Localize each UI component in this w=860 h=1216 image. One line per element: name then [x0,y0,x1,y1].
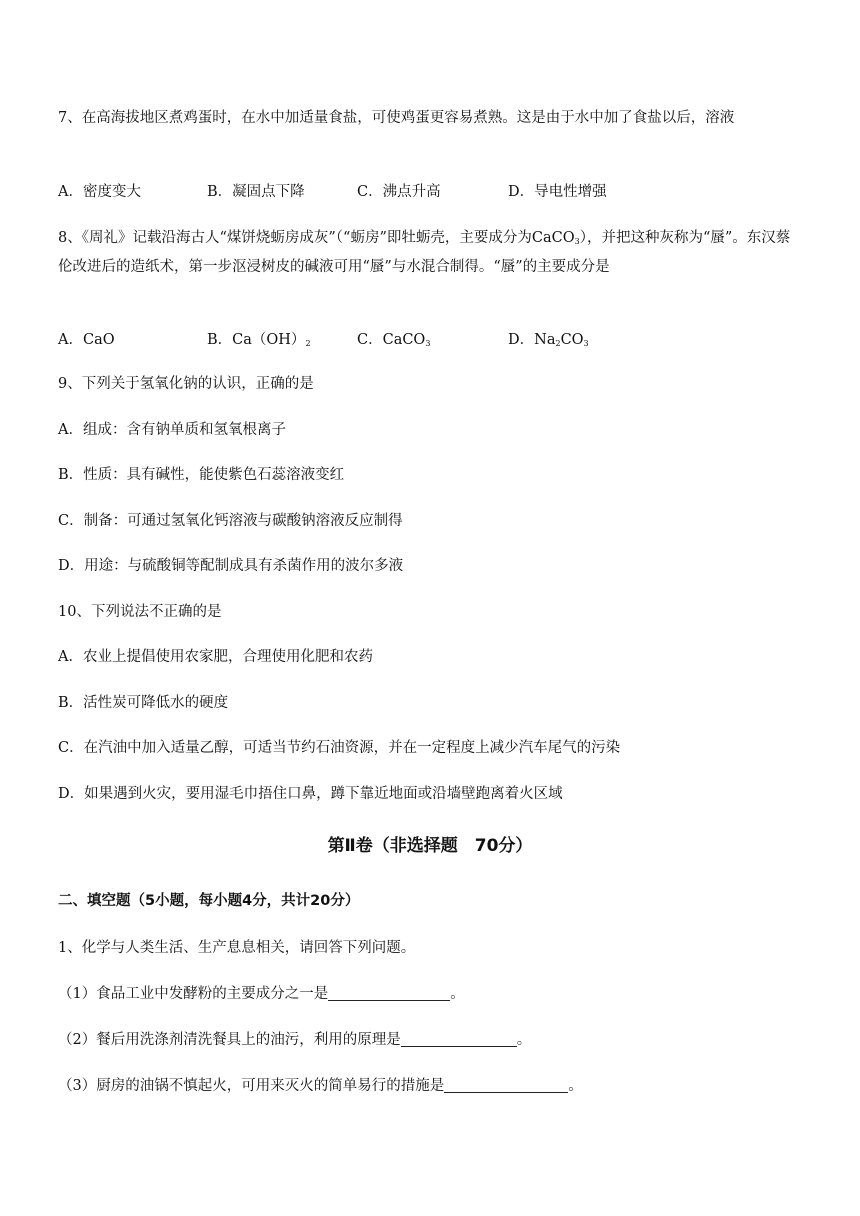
question-7-option-a: A．密度变大 [58,184,141,200]
question-7-option-c: C．沸点升高 [357,184,441,200]
question-7-option-b: B．凝固点下降 [207,184,305,200]
question-8-stem-subscript: 3 [574,237,580,246]
question-10-option-c: C．在汽油中加入适量乙醇，可适当节约石油资源，并在一定程度上减少汽车尾气的污染 [58,740,621,756]
question-7-option-d: D．导电性增强 [508,184,607,200]
question-8-stem-text-1: 8、《周礼》记载沿海古人“煤饼烧蛎房成灰”（“蛎房”即牡蛎壳，主要成分为CaCO [58,230,575,246]
question-8-stem-text-2: ），并把这种灰称为“蜃”。东汉蔡伦改进后的造纸术，第一步沤浸树皮的碱液可用“蜃”与水混合制得。“蜃”的主要成分是 [58,230,791,275]
question-10-stem: 10、下列说法不正确的是 [58,604,222,620]
question-8-option-a: A．CaO [58,332,115,348]
question-9-option-c: C．制备：可通过氢氧化钙溶液与碳酸钠溶液反应制得 [58,513,403,529]
question-10-option-b: B．活性炭可降低水的硬度 [58,695,229,711]
question-9-option-b: B．性质：具有碱性，能使紫色石蕊溶液变红 [58,467,345,483]
question-9-option-a: A．组成：含有钠单质和氢氧根离子 [58,422,286,438]
fill-item-2-blank[interactable] [401,1030,517,1047]
question-8-stem [58,224,804,282]
fill-item-1-end: 。 [450,986,465,1002]
question-8-option-d [508,329,589,351]
question-8-option-b [207,329,311,351]
fill-item-3-blank[interactable] [444,1076,568,1093]
fill-item-1-blank[interactable] [328,984,450,1001]
question-8-option-d-subscript-2: 3 [583,339,589,348]
fill-item-1-text: （1）食品工业中发酵粉的主要成分之一是 [58,986,329,1002]
question-8-option-d-subscript-1: 2 [555,339,561,348]
question-8-option-b-text: B．Ca（OH） [207,332,306,348]
fill-question-1-item-1 [58,983,804,1005]
fill-item-2-text: （2）餐后用洗涤剂清洗餐具上的油污，利用的原理是 [58,1032,401,1048]
question-9-stem: 9、下列关于氢氧化钠的认识，正确的是 [58,376,314,392]
question-10-option-d: D．如果遇到火灾，要用湿毛巾捂住口鼻，蹲下靠近地面或沿墙壁跑离着火区域 [58,786,563,802]
fill-item-3-end: 。 [568,1078,583,1094]
fill-in-section-heading: 二、填空题（5小题，每小题4分，共计20分） [58,893,360,909]
question-8-option-c-text: C．CaCO [357,332,426,348]
section-2-title: 第Ⅱ卷（非选择题 70分） [327,836,533,856]
question-7-stem: 7、在高海拔地区煮鸡蛋时，在水中加适量食盐，可使鸡蛋更容易煮熟。这是由于水中加了食盐以后，溶液 [58,110,735,126]
fill-question-1-item-2 [58,1029,804,1051]
fill-question-1-stem: 1、化学与人类生活、生产息息相关，请回答下列问题。 [58,940,416,956]
fill-item-2-end: 。 [516,1032,532,1048]
question-10-option-a: A．农业上提倡使用农家肥，合理使用化肥和农药 [58,649,373,665]
question-8-option-b-subscript: 2 [305,339,311,348]
fill-question-1-item-3 [58,1075,804,1097]
question-8-option-d-text-2: CO [560,332,584,348]
question-9-option-d: D．用途：与硫酸铜等配制成具有杀菌作用的波尔多液 [58,558,404,574]
fill-item-3-text: （3）厨房的油锅不慎起火，可用来灭火的简单易行的措施是 [58,1078,445,1094]
question-8-option-c [357,329,430,351]
question-8-option-c-subscript: 3 [425,339,431,348]
question-8-option-d-text-1: D．Na [508,332,556,348]
